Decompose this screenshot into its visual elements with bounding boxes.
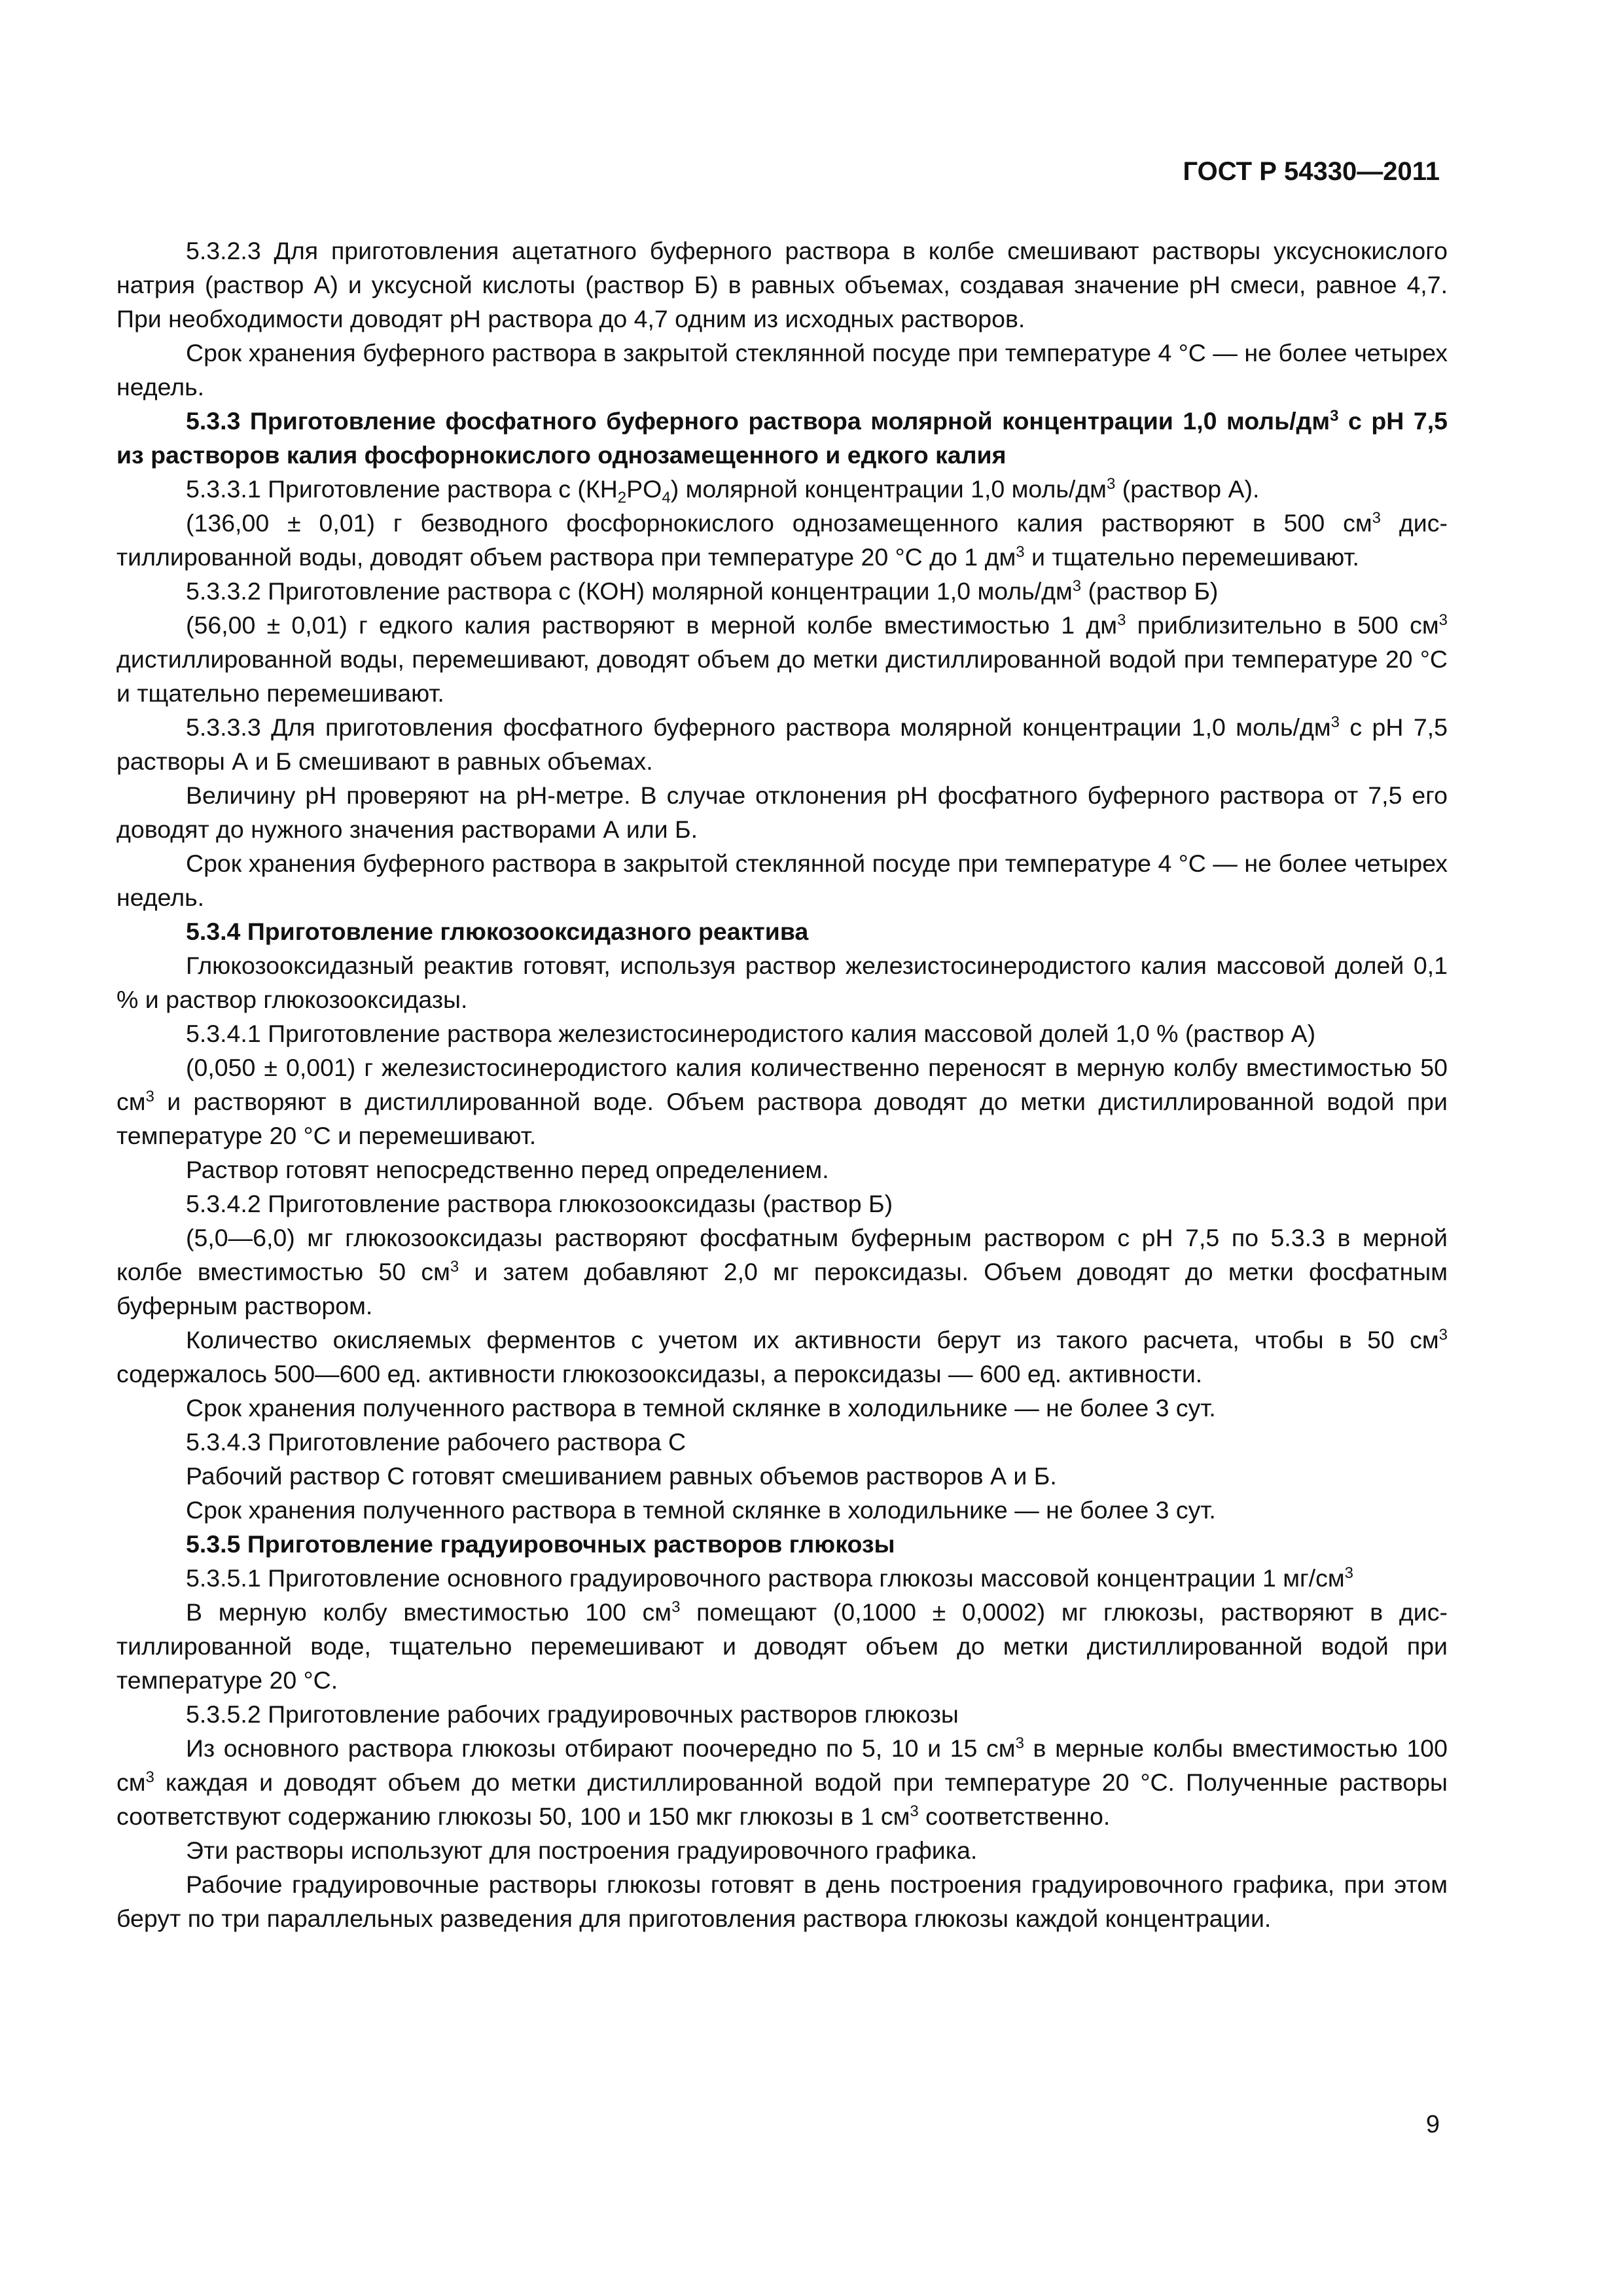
- paragraph-5-3-3-3: 5.3.3.3 Для приготовления фосфатного буферного раствора молярной концентрации 1,0 моль/$дм^3$ с pH 7,5 растворы А и Б смешивают в равных объемах.: [116, 713, 1448, 775]
- paragraph-5-3-5-2: 5.3.5.2 Приготовление рабочих градуировочных растворов глюкозы: [186, 1700, 959, 1728]
- paragraph-kh2po4-prep: (136,00 ± 0,01) г безводного фосфорнокислого однозамещенного калия растворяют в 500 $см^3$ дистиллированной воды, доводят объем раствора при температуре 20 °С до 1 $дм^3$ и тщательно перемешивают.: [116, 509, 1448, 571]
- paragraph-storage-acetate: Срок хранения буферного раствора в закрытой стеклянной посуде при температуре 4 °С — не более четырех недель.: [116, 339, 1448, 401]
- paragraph-5-3-3-2: 5.3.3.2 Приготовление раствора с (КОН) молярной концентрации 1,0 моль/$дм^3$ (раствор Б): [186, 577, 1219, 605]
- paragraph-prepare-before: Раствор готовят непосредственно перед определением.: [186, 1156, 829, 1183]
- paragraph-enzyme-amount: Количество окисляемых ферментов с учетом их активности берут из такого расчета, чтобы в 50 $см^3$ содержалось 500—600 ед. активности глюкозооксидазы, а пероксидазы — 600 ед. активности.: [116, 1326, 1448, 1388]
- paragraph-storage-solution-c: Срок хранения полученного раствора в темной склянке в холодильнике — не более 3 сут.: [186, 1496, 1216, 1524]
- paragraph-ph-check: Величину pH проверяют на pH-метре. В случае отклонения pH фосфатного буферного раствора от 7,5 его доводят до нужного значения растворами А или Б.: [116, 781, 1448, 843]
- paragraph-5-3-4-1: 5.3.4.1 Приготовление раствора железистосинеродистого калия массовой долей 1,0 % (раствор А): [186, 1020, 1316, 1047]
- page-number: 9: [1425, 2111, 1440, 2138]
- paragraph-working-solution-c: Рабочий раствор С готовят смешиванием равных объемов растворов А и Б.: [186, 1462, 1057, 1490]
- section-heading-5-3-4: 5.3.4 Приготовление глюкозооксидазного реактива: [186, 918, 809, 945]
- paragraph-working-glucose-prep: Из основного раствора глюкозы отбирают поочередно по 5, 10 и 15 $см^3$ в мерные колбы вместимостью 100 $см^3$ каждая и доводят объем до метки дистиллированной водой при температуре 20 °С. Полученные растворы соответствуют содержанию глюкозы 50, 100 и 150 мкг глюкозы в 1 $см^3$ соответственно.: [116, 1734, 1448, 1830]
- paragraph-ferrocyanide-prep: (0,050 ± 0,001) г железистосинеродистого калия количественно переносят в мерную колбу вместимостью 50 $см^3$ и растворяют в дистиллированной воде. Объем раствора доводят до метки дистиллированной водой при температуре 20 °С и перемешивают.: [116, 1054, 1448, 1149]
- paragraph-glucose-oxidase-reagent: Глюкозооксидазный реактив готовят, используя раствор железистосинеродистого калия массовой долей 0,1 % и раствор глюкозооксидазы.: [116, 952, 1448, 1013]
- paragraph-calibration-use: Эти растворы используют для построения градуировочного графика.: [186, 1837, 978, 1864]
- section-heading-5-3-5: 5.3.5 Приготовление градуировочных растворов глюкозы: [186, 1530, 895, 1558]
- paragraph-5-3-4-2: 5.3.4.2 Приготовление раствора глюкозооксидазы (раствор Б): [186, 1190, 893, 1217]
- paragraph-storage-phosphate: Срок хранения буферного раствора в закрытой стеклянной посуде при температуре 4 °С — не более четырех недель.: [116, 850, 1448, 911]
- paragraph-calibration-day: Рабочие градуировочные растворы глюкозы готовят в день построения градуировочного графика, при этом берут по три параллельных разведения для приготовления раствора глюкозы каждой концентрации.: [116, 1871, 1448, 1932]
- paragraph-5-3-4-3: 5.3.4.3 Приготовление рабочего раствора С: [186, 1428, 687, 1456]
- document-body: [116, 234, 1448, 1935]
- section-heading-5-3-3: 5.3.3 Приготовление фосфатного буферного раствора молярной концентрации 1,0 моль/$дм^3$ с pH 7,5 из растворов калия фосфорнокислого однозамещенного и едкого калия: [116, 407, 1448, 469]
- paragraph-storage-solution-b: Срок хранения полученного раствора в темной склянке в холодильнике — не более 3 сут.: [186, 1394, 1216, 1422]
- paragraph-koh-prep: (56,00 ± 0,01) г едкого калия растворяют в мерной колбе вместимостью 1 $дм^3$ приблизительно в 500 $см^3$ дистиллированной воды, перемешивают, доводят объем до метки дистиллированной водой при температуре 20 °С и тщательно перемешивают.: [116, 611, 1448, 707]
- document-code-header: ГОСТ Р 54330—2011: [1183, 157, 1440, 186]
- paragraph-5-3-3-1: 5.3.3.1 Приготовление раствора с $(КН_2PO_4)$ молярной концентрации 1,0 моль/$дм^3$ (раствор А).: [186, 475, 1260, 507]
- paragraph-5-3-5-1: 5.3.5.1 Приготовление основного градуировочного раствора глюкозы массовой концентрации 1 $мг/см^3$: [186, 1564, 1353, 1592]
- paragraph-5-3-2-3: 5.3.2.3 Для приготовления ацетатного буферного раствора в колбе смешивают растворы уксуснокислого натрия (раствор А) и уксусной кислоты (раствор Б) в равных объемах, создавая значение pH смеси, равное 4,7. При необходимости доводят pH раствора до 4,7 одним из исходных растворов.: [116, 237, 1448, 332]
- paragraph-stock-glucose-prep: В мерную колбу вместимостью 100 $см^3$ помещают (0,1000 ± 0,0002) мг глюкозы, растворяют в дистиллированной воде, тщательно перемешивают и доводят объем до метки дистиллированной водой при температуре 20 °С.: [116, 1598, 1448, 1694]
- paragraph-glucose-oxidase-prep: (5,0—6,0) мг глюкозооксидазы растворяют фосфатным буферным раствором с pH 7,5 по 5.3.3 в мерной колбе вместимостью 50 $см^3$ и затем добавляют 2,0 мг пероксидазы. Объем доводят до метки фосфатным буферным раствором.: [116, 1224, 1448, 1319]
